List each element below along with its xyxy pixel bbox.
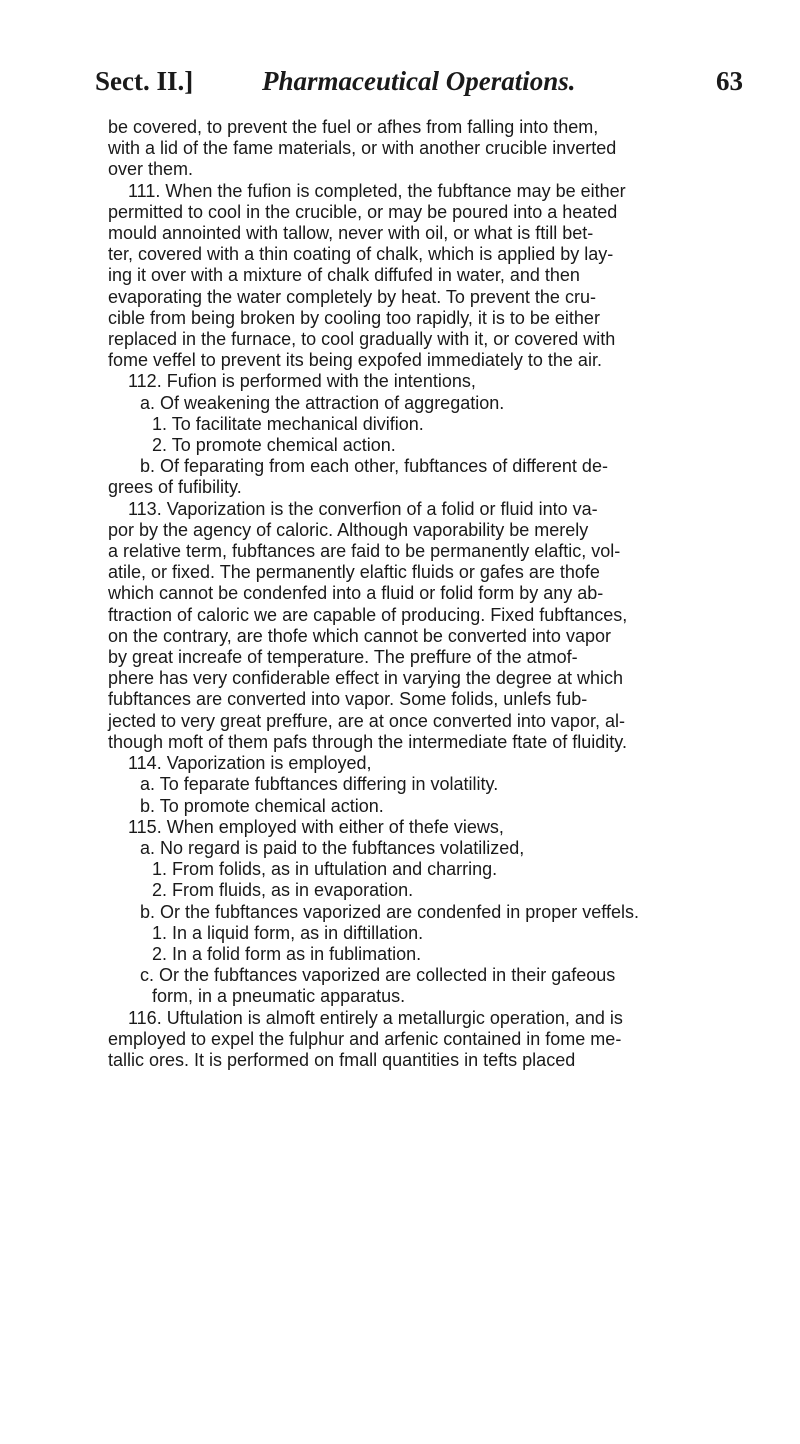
text-line: ter, covered with a thin coating of chalk, which is applied by lay- bbox=[108, 244, 614, 265]
list-item: 1. In a liquid form, as in diftillation. bbox=[152, 922, 424, 943]
text-line: by great increafe of temperature. The preffure of the atmof- bbox=[108, 647, 578, 668]
text-line: evaporating the water completely by heat. To prevent the cru- bbox=[108, 286, 596, 307]
text-line: atile, or fixed. The permanently elaftic fluids or gafes are thofe bbox=[108, 562, 600, 583]
running-header bbox=[95, 66, 743, 100]
page-number: 63 bbox=[716, 66, 743, 96]
list-item: 2. From fluids, as in evaporation. bbox=[152, 880, 414, 901]
list-item: 2. To promote chemical action. bbox=[152, 435, 396, 456]
text-line: replaced in the furnace, to cool gradually with it, or covered with bbox=[108, 329, 616, 350]
text-line: though moft of them pafs through the intermediate ftate of fluidity. bbox=[108, 731, 627, 752]
text-line: cible from being broken by cooling too rapidly, it is to be either bbox=[108, 307, 600, 328]
list-item: b. Of feparating from each other, fubftances of different de- bbox=[140, 456, 608, 477]
list-item: a. To feparate fubftances differing in volatility. bbox=[140, 774, 499, 795]
text-line: fome veffel to prevent its being expofed immediately to the air. bbox=[108, 350, 602, 371]
text-line: be covered, to prevent the fuel or afhes from falling into them, bbox=[108, 117, 599, 137]
paragraph-114-start: 114. Vaporization is employed, bbox=[128, 753, 372, 774]
text-line: form, in a pneumatic apparatus. bbox=[152, 986, 406, 1007]
text-line: jected to very great preffure, are at once converted into vapor, al- bbox=[108, 710, 625, 731]
list-item: b. Or the fubftances vaporized are condenfed in proper veffels. bbox=[140, 901, 639, 922]
text-line: tallic ores. It is performed on fmall quantities in tefts placed bbox=[108, 1049, 576, 1070]
text-line: ing it over with a mixture of chalk diffufed in water, and then bbox=[108, 265, 580, 286]
text-line: with a lid of the fame materials, or with another crucible inverted bbox=[108, 138, 617, 159]
list-item: a. Of weakening the attraction of aggregation. bbox=[140, 392, 505, 413]
section-label: Sect. II.] bbox=[95, 66, 194, 96]
paragraph-113-start: 113. Vaporization is the converfion of a folid or fluid into va- bbox=[128, 498, 598, 519]
text-line: permitted to cool in the crucible, or may be poured into a heated bbox=[108, 201, 618, 222]
text-line: grees of fufibility. bbox=[108, 477, 242, 498]
text-line: por by the agency of caloric. Although vaporability be merely bbox=[108, 519, 589, 540]
text-line: which cannot be condenfed into a fluid or folid form by any ab- bbox=[108, 583, 604, 604]
list-item: 1. From folids, as in uftulation and charring. bbox=[152, 859, 498, 880]
text-line: phere has very confiderable effect in varying the degree at which bbox=[108, 668, 623, 689]
text-line: a relative term, fubftances are faid to be permanently elaftic, vol- bbox=[108, 541, 621, 562]
paragraph-112-start: 112. Fufion is performed with the intentions, bbox=[128, 371, 476, 392]
paragraph-111-start: 111. When the fufion is completed, the fubftance may be either bbox=[128, 180, 626, 201]
list-item: 1. To facilitate mechanical divifion. bbox=[152, 413, 424, 434]
list-item: 2. In a folid form as in fublimation. bbox=[152, 943, 422, 964]
body-text bbox=[108, 117, 740, 1071]
text-line: fubftances are converted into vapor. Some folids, unlefs fub- bbox=[108, 689, 588, 710]
paragraph-115-start: 115. When employed with either of thefe views, bbox=[128, 816, 504, 837]
running-title: Pharmaceutical Operations. bbox=[262, 66, 576, 96]
paragraph-116-start: 116. Uftulation is almoft entirely a metallurgic operation, and is bbox=[128, 1007, 623, 1028]
text-line: mould annointed with tallow, never with oil, or what is ftill bet- bbox=[108, 223, 594, 244]
text-line: on the contrary, are thofe which cannot be converted into vapor bbox=[108, 625, 611, 646]
list-item: c. Or the fubftances vaporized are collected in their gafeous bbox=[140, 965, 616, 986]
text-line: over them. bbox=[108, 159, 194, 180]
text-line: ftraction of caloric we are capable of producing. Fixed fubftances, bbox=[108, 604, 628, 625]
list-item: b. To promote chemical action. bbox=[140, 795, 384, 816]
text-line: employed to expel the fulphur and arfenic contained in fome me- bbox=[108, 1028, 622, 1049]
list-item: a. No regard is paid to the fubftances volatilized, bbox=[140, 837, 525, 858]
